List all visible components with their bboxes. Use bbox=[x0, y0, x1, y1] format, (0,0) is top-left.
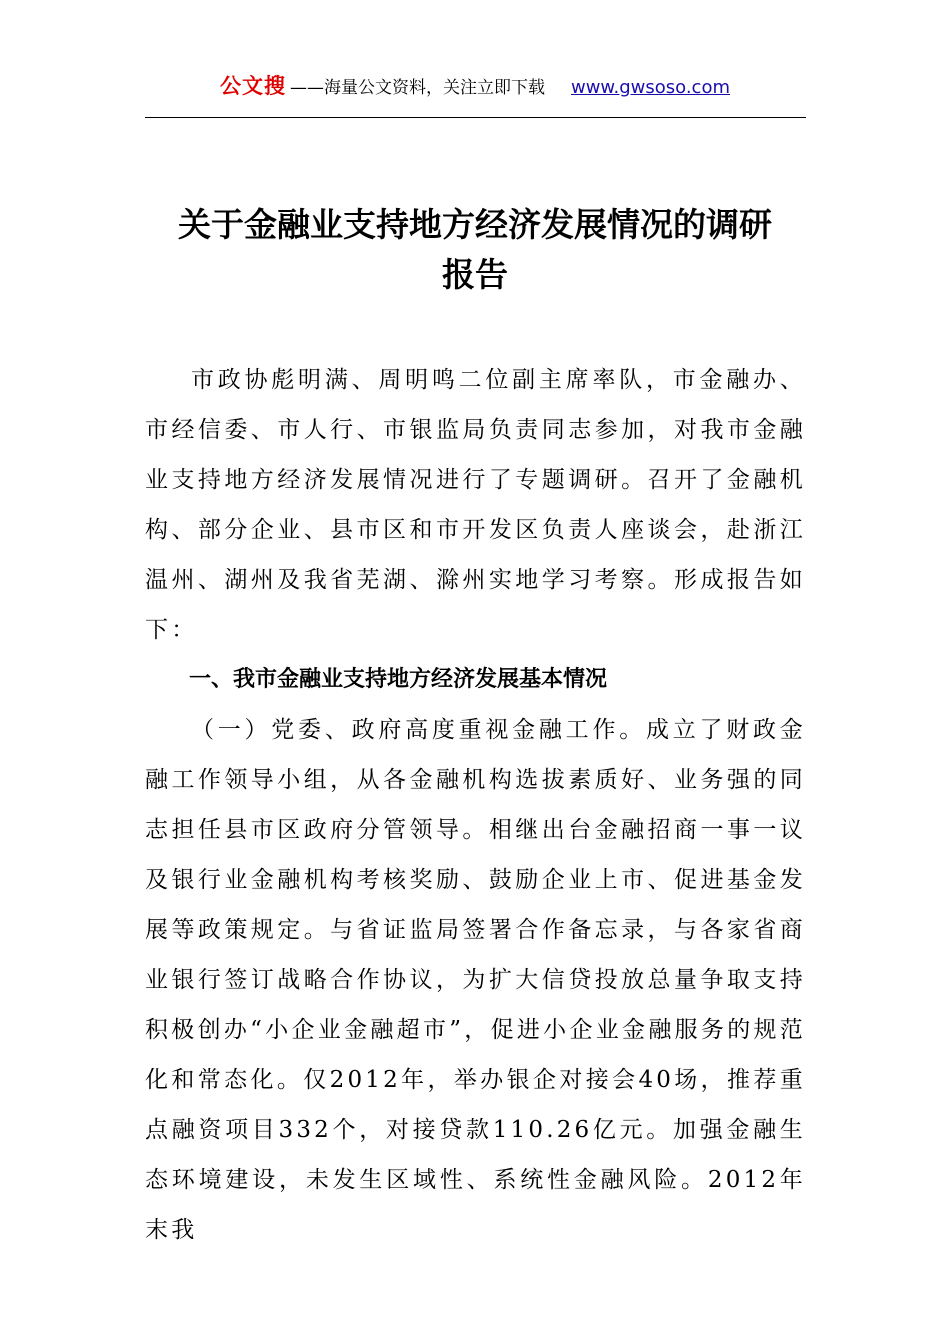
body-paragraph: （一）党委、政府高度重视金融工作。成立了财政金融工作领导小组，从各金融机构选拔素质好、业务强的同志担任县市区政府分管领导。相继出台金融招商一事一议及银行业金融机构考核奖励、鼓励企业上市、促进基金发展等政策规定。与省证监局签署合作备忘录，与各家省商业银行签订战略合作协议，为扩大信贷投放总量争取支持积极创办“小企业金融超市”，促进小企业金融服务的规范化和常态化。仅2012年，举办银企对接会40场，推荐重点融资项目332个，对接贷款110.26亿元。加强金融生态环境建设，未发生区域性、系统性金融风险。2012年末我 bbox=[145, 717, 806, 1243]
brand-logo: 公文搜 bbox=[219, 74, 286, 98]
title-line-1: 关于金融业支持地方经济发展情况的调研 bbox=[178, 205, 772, 244]
title-line-2: 报告 bbox=[442, 255, 508, 294]
page-header bbox=[145, 70, 805, 104]
document-title bbox=[115, 200, 835, 300]
section-heading: 一、我市金融业支持地方经济发展基本情况 bbox=[189, 667, 608, 692]
header-divider bbox=[145, 117, 806, 118]
document-body bbox=[145, 355, 806, 1255]
website-link[interactable]: www.gwsoso.com bbox=[570, 77, 730, 98]
header-slogan: ——海量公文资料，关注立即下载 bbox=[289, 78, 545, 98]
intro-paragraph: 市政协彪明满、周明鸣二位副主席率队，市金融办、市经信委、市人行、市银监局负责同志参加，对我市金融业支持地方经济发展情况进行了专题调研。召开了金融机构、部分企业、县市区和市开发区负责人座谈会，赴浙江温州、湖州及我省芜湖、滁州实地学习考察。形成报告如下： bbox=[145, 367, 806, 643]
